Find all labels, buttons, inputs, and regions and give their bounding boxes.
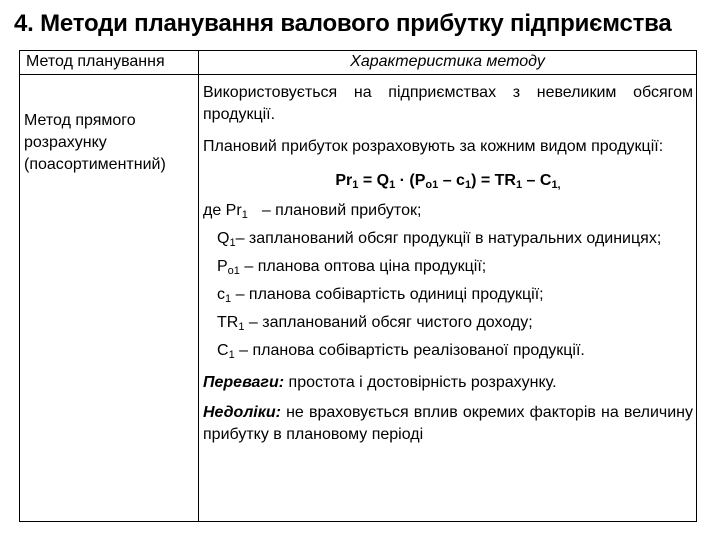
header-method: Метод планування — [26, 53, 165, 70]
method-name-line-1: Метод прямого — [24, 112, 136, 129]
definition-symbol: C — [217, 342, 229, 359]
column-divider — [198, 51, 199, 521]
formula-eq2: ) = TR — [471, 172, 516, 189]
formula-minus2: – C — [522, 172, 552, 189]
method-name-line-2: розрахунку — [24, 134, 107, 151]
advantages-text: простота і достовірність розрахунку. — [284, 374, 557, 391]
formula-pr-sub: 1 — [352, 179, 359, 191]
formula-minus: – c — [438, 172, 465, 189]
definition-sub: 1 — [228, 349, 235, 361]
definition-sub: o1 — [227, 265, 240, 277]
definition-sub: 1 — [229, 237, 236, 249]
description-usage: Використовується на підприємствах з невеликим обсягом продукції. — [203, 84, 693, 123]
definition-q — [217, 228, 693, 250]
where-text: – плановий прибуток; — [261, 202, 422, 219]
definition-text: – запланований обсяг продукції в натуральних одиницях; — [235, 230, 662, 247]
formula-p-sub: o1 — [425, 179, 439, 191]
definition-cc — [217, 340, 693, 362]
header-characteristic: Характеристика методу — [350, 53, 545, 70]
method-name — [24, 110, 196, 176]
profit-formula — [203, 170, 693, 192]
definition-text: – планова оптова ціна продукції; — [239, 258, 487, 275]
disadvantages-text: не враховується вплив окремих факторів на величину прибутку в плановому періоді — [203, 404, 693, 443]
definition-symbol: Q — [217, 230, 230, 247]
definition-text: – планова собівартість реалізованої продукції. — [234, 342, 585, 359]
formula-cc-sub: 1, — [551, 179, 561, 191]
definition-tr — [217, 312, 693, 334]
formula-c-sub: 1 — [464, 179, 472, 191]
slide-title: 4. Методи планування валового прибутку підприємства — [14, 10, 672, 37]
where-label: де Pr — [203, 202, 242, 219]
definition-sub: 1 — [225, 293, 232, 305]
method-characteristic — [203, 82, 693, 446]
where-sub: 1 — [241, 209, 248, 221]
disadvantages — [203, 402, 693, 446]
definition-text: – планова собівартість одиниці продукції; — [231, 286, 544, 303]
definition-where — [203, 200, 693, 222]
definition-symbol: TR — [217, 314, 239, 331]
description-calculation: Плановий прибуток розраховують за кожним видом продукції: — [203, 138, 664, 155]
formula-dot: · (P — [395, 172, 426, 189]
definition-symbol: P — [217, 258, 228, 275]
disadvantages-label: Недоліки: — [203, 404, 281, 421]
formula-definitions — [203, 200, 693, 362]
formula-tr-sub: 1 — [515, 179, 523, 191]
method-table — [19, 50, 697, 522]
formula-q-sub: 1 — [389, 179, 396, 191]
advantages-label: Переваги: — [203, 374, 285, 391]
header-divider — [20, 74, 696, 75]
formula-pr: Pr — [335, 172, 353, 189]
advantages — [203, 372, 693, 394]
method-name-line-3: (поасортиментний) — [24, 156, 166, 173]
definition-p — [217, 256, 693, 278]
definition-sub: 1 — [238, 321, 245, 333]
definition-symbol: c — [217, 286, 225, 303]
definition-text: – запланований обсяг чистого доходу; — [244, 314, 533, 331]
formula-eq1: = Q — [358, 172, 390, 189]
definition-c — [217, 284, 693, 306]
